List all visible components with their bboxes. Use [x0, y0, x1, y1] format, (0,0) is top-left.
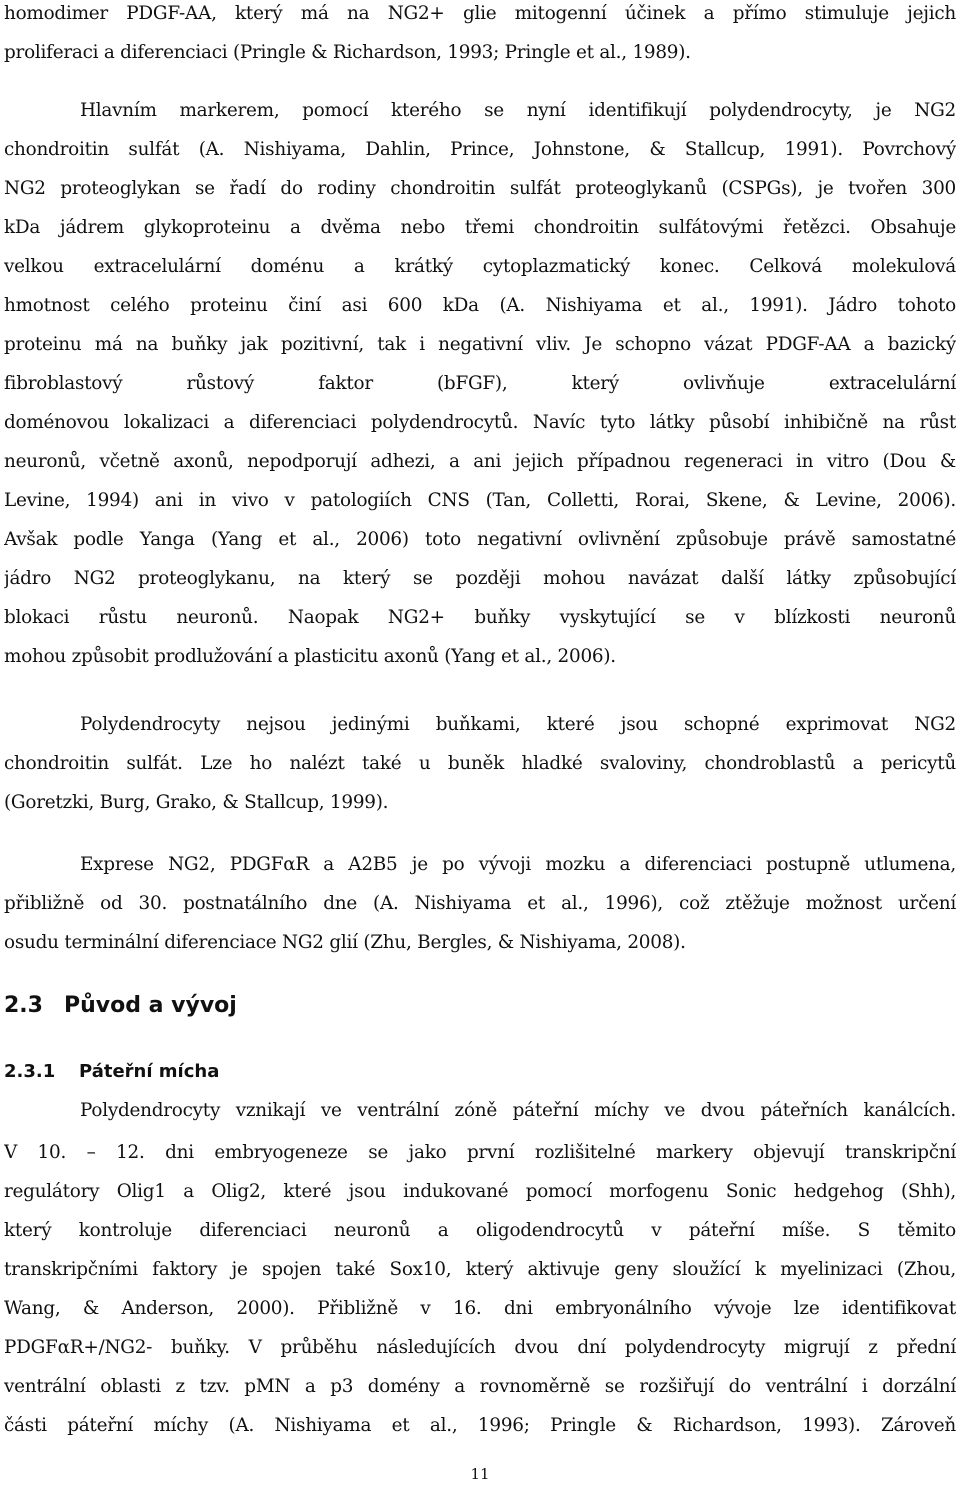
text-line: transkripčními faktory je spojen také Sox10, který aktivuje geny sloužící k myelinizaci (Zhou,	[4, 1259, 956, 1280]
text-line: Polydendrocyty nejsou jedinými buňkami, které jsou schopné exprimovat NG2	[80, 714, 956, 735]
text-line: velkou extracelulární doménu a krátký cytoplazmatický konec. Celková molekulová	[4, 256, 956, 277]
subsection-heading	[4, 1054, 219, 1090]
text-line: chondroitin sulfát. Lze ho nalézt také u buněk hladké svaloviny, chondroblastů a pericytů	[4, 753, 956, 774]
subsection-number: 2.3.1	[4, 1061, 56, 1082]
text-line: Levine, 1994) ani in vivo v patologiích CNS (Tan, Colletti, Rorai, Skene, & Levine, 2006).	[4, 490, 956, 511]
text-line: fibroblastový růstový faktor (bFGF), který ovlivňuje extracelulární	[4, 373, 956, 394]
subsection-title: Páteřní mícha	[79, 1061, 220, 1082]
text-line: části páteřní míchy (A. Nishiyama et al., 1996; Pringle & Richardson, 1993). Zároveň	[4, 1415, 956, 1436]
text-line: chondroitin sulfát (A. Nishiyama, Dahlin, Prince, Johnstone, & Stallcup, 1991). Povrchový	[4, 139, 956, 160]
text-line: jádro NG2 proteoglykanu, na který se později mohou navázat další látky způsobující	[4, 568, 956, 589]
text-line: blokaci růstu neuronů. Naopak NG2+ buňky vyskytující se v blízkosti neuronů	[4, 607, 956, 628]
text-line: homodimer PDGF-AA, který má na NG2+ glie mitogenní účinek a přímo stimuluje jejich	[4, 3, 956, 24]
text-line: V 10. – 12. dni embryogeneze se jako první rozlišitelné markery objevují transkripční	[4, 1142, 956, 1163]
text-line: PDGFαR+/NG2- buňky. V průběhu následujících dvou dní polydendrocyty migrují z přední	[4, 1337, 956, 1358]
section-number: 2.3	[4, 993, 43, 1018]
text-line: Exprese NG2, PDGFαR a A2B5 je po vývoji mozku a diferenciaci postupně utlumena,	[80, 854, 956, 875]
text-line: osudu terminální diferenciace NG2 glií (Zhu, Bergles, & Nishiyama, 2008).	[4, 932, 686, 953]
text-line: doménovou lokalizaci a diferenciaci polydendrocytů. Navíc tyto látky působí inhibičně na růst	[4, 412, 956, 433]
text-line: NG2 proteoglykan se řadí do rodiny chondroitin sulfát proteoglykanů (CSPGs), je tvořen 300	[4, 178, 956, 199]
section-title: Původ a vývoj	[64, 993, 237, 1018]
text-line: mohou způsobit prodlužování a plasticitu axonů (Yang et al., 2006).	[4, 646, 616, 667]
text-line: proteinu má na buňky jak pozitivní, tak i negativní vliv. Je schopno vázat PDGF-AA a bazický	[4, 334, 956, 355]
text-line: neuronů, včetně axonů, nepodporují adhezi, a ani jejich případnou regeneraci in vitro (Dou &	[4, 451, 956, 472]
section-heading	[4, 984, 237, 1028]
text-line: proliferaci a diferenciaci (Pringle & Richardson, 1993; Pringle et al., 1989).	[4, 42, 691, 63]
text-line: hmotnost celého proteinu činí asi 600 kDa (A. Nishiyama et al., 1991). Jádro tohoto	[4, 295, 956, 316]
text-line: přibližně od 30. postnatálního dne (A. Nishiyama et al., 1996), což ztěžuje možnost určení	[4, 893, 956, 914]
text-line: kDa jádrem glykoproteinu a dvěma nebo třemi chondroitin sulfátovými řetězci. Obsahuje	[4, 217, 956, 238]
text-line: regulátory Olig1 a Olig2, které jsou indukované pomocí morfogenu Sonic hedgehog (Shh),	[4, 1181, 956, 1202]
text-line: Wang, & Anderson, 2000). Přibližně v 16. dni embryonálního vývoje lze identifikovat	[4, 1298, 956, 1319]
text-line: ventrální oblasti z tzv. pMN a p3 domény a rovnoměrně se rozšiřují do ventrální i dorzální	[4, 1376, 956, 1397]
text-line: Polydendrocyty vznikají ve ventrální zóně páteřní míchy ve dvou páteřních kanálcích.	[80, 1100, 956, 1121]
text-line: Hlavním markerem, pomocí kterého se nyní identifikují polydendrocyty, je NG2	[80, 100, 956, 121]
page-number: 11	[470, 1465, 490, 1483]
text-line: Avšak podle Yanga (Yang et al., 2006) toto negativní ovlivnění způsobuje právě samostatné	[4, 529, 956, 550]
text-line: (Goretzki, Burg, Grako, & Stallcup, 1999).	[4, 792, 389, 813]
text-line: který kontroluje diferenciaci neuronů a oligodendrocytů v páteřní míše. S těmito	[4, 1220, 956, 1241]
